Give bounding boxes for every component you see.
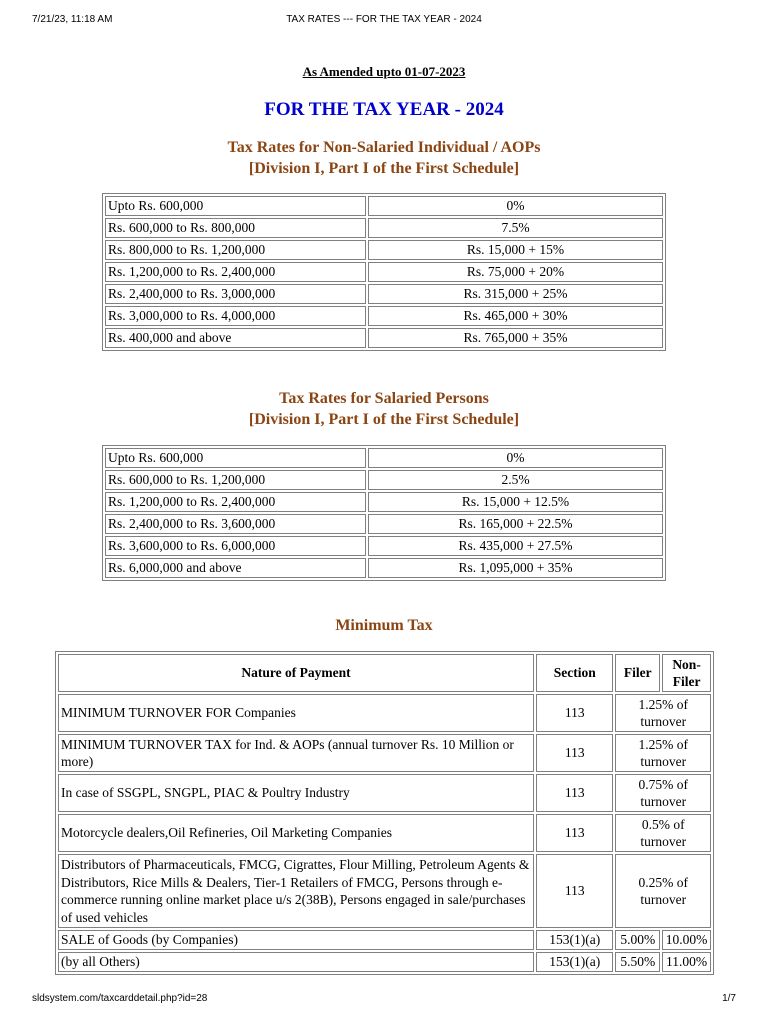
non-salaried-heading: [0, 137, 768, 179]
nature-cell: (by all Others): [58, 952, 534, 972]
slab-cell: Rs. 1,200,000 to Rs. 2,400,000: [105, 492, 366, 512]
table-row: [105, 558, 663, 578]
slab-cell: Upto Rs. 600,000: [105, 196, 366, 216]
table-row: [105, 262, 663, 282]
slab-cell: Rs. 2,400,000 to Rs. 3,000,000: [105, 284, 366, 304]
salaried-heading: [0, 388, 768, 430]
rate-cell: Rs. 15,000 + 12.5%: [368, 492, 663, 512]
rate-cell: 0.75% of turnover: [615, 774, 711, 812]
print-url: sldsystem.com/taxcarddetail.php?id=28: [32, 993, 208, 1004]
print-footer: [0, 993, 768, 1009]
rate-cell: Rs. 75,000 + 20%: [368, 262, 663, 282]
rate-cell: 7.5%: [368, 218, 663, 238]
slab-cell: Rs. 400,000 and above: [105, 328, 366, 348]
slab-cell: Upto Rs. 600,000: [105, 448, 366, 468]
section-cell: 153(1)(a): [536, 930, 613, 950]
table-row: [105, 448, 663, 468]
rate-cell: 1.25% of turnover: [615, 694, 711, 732]
header-non-filer: Non-Filer: [662, 654, 711, 692]
table-row: [105, 284, 663, 304]
rate-cell: Rs. 435,000 + 27.5%: [368, 536, 663, 556]
rate-cell: 0%: [368, 448, 663, 468]
nature-cell: MINIMUM TURNOVER FOR Companies: [58, 694, 534, 732]
header-section: Section: [536, 654, 613, 692]
non-filer-rate-cell: 11.00%: [662, 952, 711, 972]
non-salaried-title: Tax Rates for Non-Salaried Individual / AOPs: [227, 139, 541, 156]
salaried-rates-table: [102, 445, 666, 581]
nature-cell: In case of SSGPL, SNGPL, PIAC & Poultry Industry: [58, 774, 534, 812]
section-cell: 113: [536, 734, 613, 772]
header-nature: Nature of Payment: [58, 654, 534, 692]
slab-cell: Rs. 3,600,000 to Rs. 6,000,000: [105, 536, 366, 556]
nature-cell: MINIMUM TURNOVER TAX for Ind. & AOPs (annual turnover Rs. 10 Million or more): [58, 734, 534, 772]
slab-cell: Rs. 6,000,000 and above: [105, 558, 366, 578]
section-cell: 113: [536, 814, 613, 852]
rate-cell: 0.25% of turnover: [615, 854, 711, 928]
table-row: [58, 854, 711, 928]
rate-cell: Rs. 15,000 + 15%: [368, 240, 663, 260]
amended-note: As Amended upto 01-07-2023: [302, 64, 466, 79]
table-row: [105, 470, 663, 490]
non-salaried-rates-table: [102, 193, 666, 351]
table-row: [58, 814, 711, 852]
table-row: [105, 328, 663, 348]
print-page-title: TAX RATES --- FOR THE TAX YEAR - 2024: [286, 14, 482, 25]
table-row: [58, 930, 711, 950]
rate-cell: Rs. 1,095,000 + 35%: [368, 558, 663, 578]
rate-cell: Rs. 315,000 + 25%: [368, 284, 663, 304]
print-datetime: 7/21/23, 11:18 AM: [32, 14, 113, 25]
nature-cell: Motorcycle dealers,Oil Refineries, Oil Marketing Companies: [58, 814, 534, 852]
rate-cell: 0.5% of turnover: [615, 814, 711, 852]
table-row: [105, 514, 663, 534]
salaried-subtitle: [Division I, Part I of the First Schedule]: [248, 411, 520, 428]
slab-cell: Rs. 3,000,000 to Rs. 4,000,000: [105, 306, 366, 326]
table-row: [58, 734, 711, 772]
table-row: [58, 694, 711, 732]
table-row: [105, 240, 663, 260]
table-row: [105, 306, 663, 326]
nature-cell: Distributors of Pharmaceuticals, FMCG, Cigrattes, Flour Milling, Petroleum Agents & Distributors, Rice Mills & Dealers, Tier-1 Retailers of FMCG, Persons through e-commerce running online market place u/s 2(38B), Persons engaged in sale/purchases of used vehicles: [58, 854, 534, 928]
section-cell: 153(1)(a): [536, 952, 613, 972]
table-header-row: [58, 654, 711, 692]
minimum-tax-table: [55, 651, 714, 975]
filer-rate-cell: 5.00%: [615, 930, 660, 950]
rate-cell: Rs. 165,000 + 22.5%: [368, 514, 663, 534]
minimum-tax-title: Minimum Tax: [335, 617, 433, 634]
filer-rate-cell: 5.50%: [615, 952, 660, 972]
non-salaried-subtitle: [Division I, Part I of the First Schedule]: [248, 160, 520, 177]
slab-cell: Rs. 1,200,000 to Rs. 2,400,000: [105, 262, 366, 282]
table-row: [105, 218, 663, 238]
print-header: [0, 14, 768, 30]
table-row: [105, 492, 663, 512]
rate-cell: Rs. 765,000 + 35%: [368, 328, 663, 348]
slab-cell: Rs. 600,000 to Rs. 800,000: [105, 218, 366, 238]
table-row: [105, 196, 663, 216]
rate-cell: 2.5%: [368, 470, 663, 490]
slab-cell: Rs. 600,000 to Rs. 1,200,000: [105, 470, 366, 490]
print-page-number: 1/7: [722, 993, 736, 1004]
page-title: FOR THE TAX YEAR - 2024: [264, 99, 504, 120]
table-row: [58, 774, 711, 812]
rate-cell: 0%: [368, 196, 663, 216]
slab-cell: Rs. 2,400,000 to Rs. 3,600,000: [105, 514, 366, 534]
nature-cell: SALE of Goods (by Companies): [58, 930, 534, 950]
salaried-title: Tax Rates for Salaried Persons: [279, 390, 489, 407]
rate-cell: 1.25% of turnover: [615, 734, 711, 772]
slab-cell: Rs. 800,000 to Rs. 1,200,000: [105, 240, 366, 260]
section-cell: 113: [536, 774, 613, 812]
table-row: [105, 536, 663, 556]
section-cell: 113: [536, 854, 613, 928]
header-filer: Filer: [615, 654, 660, 692]
rate-cell: Rs. 465,000 + 30%: [368, 306, 663, 326]
section-cell: 113: [536, 694, 613, 732]
table-row: [58, 952, 711, 972]
non-filer-rate-cell: 10.00%: [662, 930, 711, 950]
